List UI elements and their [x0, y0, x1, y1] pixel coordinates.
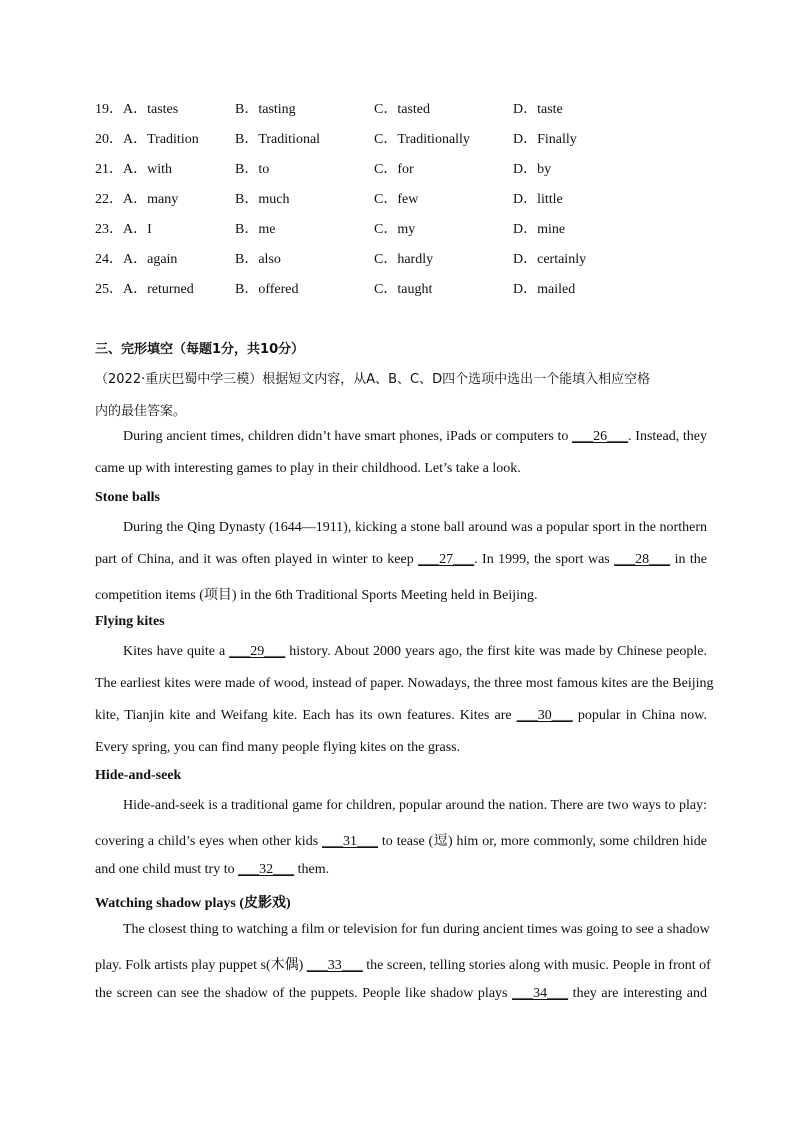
hide-line-2 [95, 830, 707, 850]
question-number: 21． [95, 162, 123, 177]
option-b: B．tasting [235, 102, 296, 117]
kites-line-4: Every spring, you can find many people flying kites on the grass. [95, 740, 461, 755]
shadow-line-3 [95, 986, 707, 1002]
option-b: B．to [235, 162, 270, 177]
question-number: 22． [95, 192, 123, 207]
heading-stone-balls: Stone balls [95, 490, 160, 505]
text-run: . Instead, they [628, 429, 708, 444]
option-d: D．Finally [513, 132, 577, 147]
blank-27: ___27___ [418, 552, 475, 567]
option-d: D．mailed [513, 282, 576, 297]
option-a: A．tastes [123, 102, 179, 117]
kites-line-1 [123, 644, 707, 660]
text-run: them. [294, 862, 330, 877]
passage-intro-line-1 [123, 429, 707, 445]
option-d: D．by [513, 162, 552, 177]
blank-33: ___33___ [306, 958, 363, 973]
instruction-line-1: （2022·重庆巴蜀中学三模）根据短文内容，从A、B、C、D四个选项中选出一个能填入相应空格 [95, 372, 651, 387]
option-b: B．offered [235, 282, 299, 297]
text-run: they are interesting and [568, 986, 707, 1001]
option-a: A．I [123, 222, 152, 237]
text-run: Kites have quite a [123, 644, 230, 659]
option-a: A．again [123, 252, 178, 267]
text-run: . In 1999, the sport was [474, 552, 615, 567]
blank-28: ___28___ [614, 552, 671, 567]
option-d: D．certainly [513, 252, 587, 267]
option-d: D．mine [513, 222, 566, 237]
option-b: B．much [235, 192, 290, 207]
option-d: D．little [513, 192, 563, 207]
option-a: A．with [123, 162, 172, 177]
text-run: to tease (逗) him or, more commonly, some children hide [378, 834, 707, 849]
text-run: the screen can see the shadow of the puppets. People like shadow plays [95, 986, 513, 1001]
text-run: the screen, telling stories along with music. People in front of [362, 958, 711, 973]
option-c: C．my [374, 222, 416, 237]
kites-line-2: The earliest kites were made of wood, instead of paper. Nowadays, the three most famous kites are the Beijing [95, 676, 714, 691]
text-run: play. Folk artists play puppet s(木偶) [95, 958, 307, 973]
blank-30: ___30___ [516, 708, 573, 723]
shadow-line-1: The closest thing to watching a film or television for fun during ancient times was going to see a shadow [123, 922, 710, 937]
text-run: kite, Tianjin kite and Weifang kite. Each has its own features. Kites are [95, 708, 517, 723]
stone-line-1: During the Qing Dynasty (1644—1911), kicking a stone ball around was a popular sport in the northern [123, 520, 707, 535]
stone-line-2 [95, 552, 707, 568]
shadow-line-2 [95, 954, 711, 974]
blank-31: ___31___ [322, 834, 379, 849]
text-run: popular in China now. [572, 708, 707, 723]
heading-hide-and-seek: Hide-and-seek [95, 768, 182, 783]
option-a: A．many [123, 192, 179, 207]
option-c: C．tasted [374, 102, 430, 117]
question-number: 20． [95, 132, 123, 147]
instruction-line-2: 内的最佳答案。 [95, 404, 187, 419]
text-run: covering a child’s eyes when other kids [95, 834, 323, 849]
option-c: C．hardly [374, 252, 434, 267]
stone-line-3: competition items (项目) in the 6th Traditional Sports Meeting held in Beijing. [95, 588, 538, 603]
option-c: C．few [374, 192, 419, 207]
blank-34: ___34___ [512, 986, 569, 1001]
hide-line-1: Hide-and-seek is a traditional game for children, popular around the nation. There are two ways to play: [123, 798, 707, 813]
text-run: During ancient times, children didn’t have smart phones, iPads or computers to [123, 429, 573, 444]
question-number: 23． [95, 222, 123, 237]
blank-32: ___32___ [238, 862, 295, 877]
text-run: and one child must try to [95, 862, 239, 877]
heading-flying-kites: Flying kites [95, 614, 165, 629]
passage-intro-line-2: came up with interesting games to play in their childhood. Let’s take a look. [95, 461, 521, 476]
text-run: in the [670, 552, 707, 567]
option-b: B．Traditional [235, 132, 321, 147]
option-b: B．me [235, 222, 276, 237]
heading-shadow-plays: Watching shadow plays (皮影戏) [95, 896, 291, 911]
option-b: B．also [235, 252, 281, 267]
option-a: A．Tradition [123, 132, 199, 147]
question-number: 24． [95, 252, 123, 267]
hide-line-3 [95, 862, 707, 878]
text-run: history. About 2000 years ago, the first kite was made by Chinese people. [285, 644, 707, 659]
text-run: part of China, and it was often played in winter to keep [95, 552, 419, 567]
option-c: C．taught [374, 282, 433, 297]
kites-line-3 [95, 708, 707, 724]
question-number: 19． [95, 102, 123, 117]
question-number: 25． [95, 282, 123, 297]
blank-26: ___26___ [572, 429, 629, 444]
blank-29: ___29___ [229, 644, 286, 659]
option-c: C．for [374, 162, 414, 177]
section-title: 三、完形填空（每题1分，共10分） [95, 342, 305, 357]
option-a: A．returned [123, 282, 194, 297]
option-d: D．taste [513, 102, 563, 117]
option-c: C．Traditionally [374, 132, 470, 147]
